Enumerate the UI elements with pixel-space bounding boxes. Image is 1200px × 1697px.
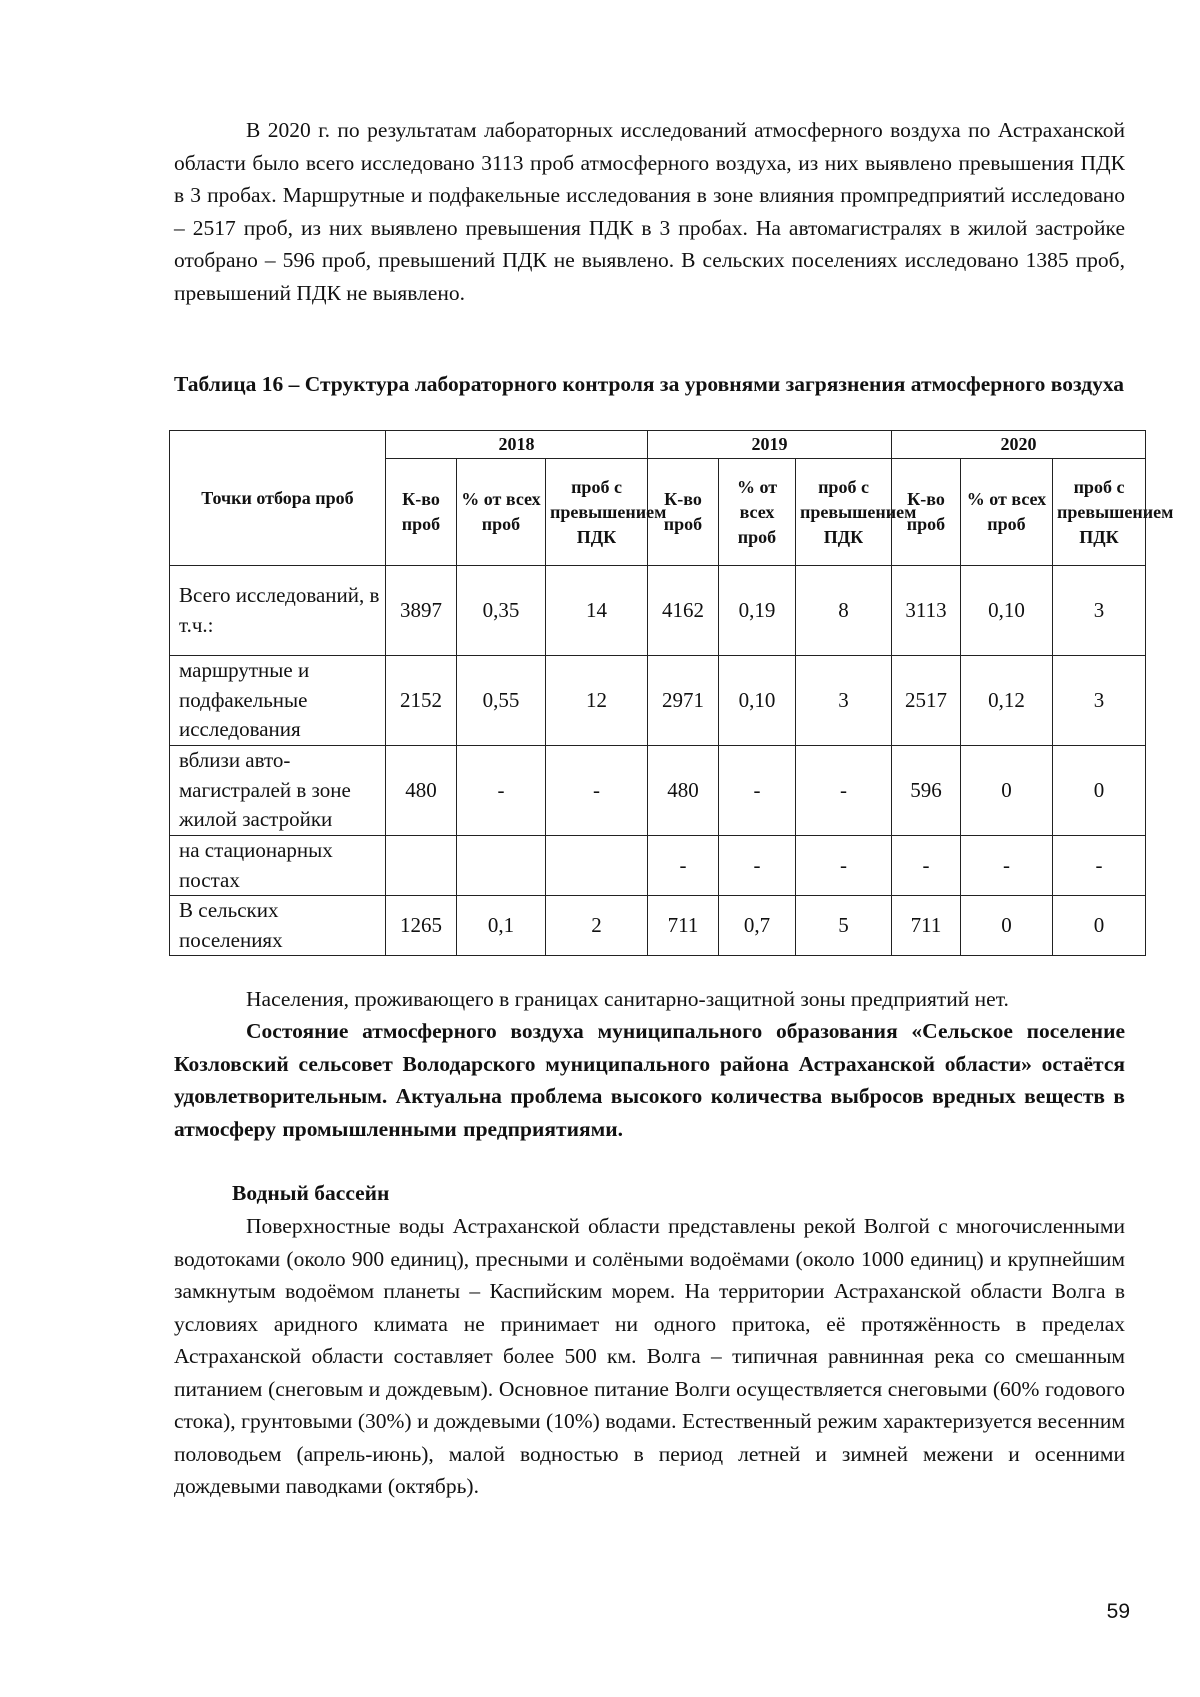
table-cell: 0,7 xyxy=(719,896,796,956)
table-cell: 0,35 xyxy=(457,566,546,656)
population-note: Населения, проживающего в границах санитарно-защитной зоны предприятий нет. xyxy=(246,987,1009,1011)
table-cell: 2152 xyxy=(386,656,457,746)
table-cell: 3 xyxy=(1053,656,1146,746)
row-label: вблизи авто-магистралей в зоне жилой застройки xyxy=(170,746,386,836)
table-cell: 480 xyxy=(386,746,457,836)
table-cell: 0,1 xyxy=(457,896,546,956)
row-label: Всего исследований, в т.ч.: xyxy=(170,566,386,656)
table-cell: 2517 xyxy=(892,656,961,746)
year-header-2020: 2020 xyxy=(892,431,1146,459)
table-cell: - xyxy=(961,836,1053,896)
table-cell: 8 xyxy=(796,566,892,656)
table-cell: - xyxy=(719,746,796,836)
table-cell: 0,12 xyxy=(961,656,1053,746)
table-cell: - xyxy=(546,746,648,836)
table-cell: - xyxy=(892,836,961,896)
table-cell: 12 xyxy=(546,656,648,746)
table-cell: 0 xyxy=(961,896,1053,956)
count-header: К-во проб xyxy=(648,459,719,566)
table-cell: 5 xyxy=(796,896,892,956)
table-year-header-row xyxy=(170,431,1146,459)
air-monitoring-table xyxy=(169,430,1174,956)
page-number: 59 xyxy=(1106,1600,1130,1623)
table-cell: 3113 xyxy=(892,566,961,656)
table-cell: 0 xyxy=(961,746,1053,836)
table-caption: Таблица 16 – Структура лабораторного контроля за уровнями загрязнения атмосферного воздуха xyxy=(174,372,1125,396)
table-cell: 596 xyxy=(892,746,961,836)
table-cell: 4162 xyxy=(648,566,719,656)
table-row xyxy=(170,836,1146,896)
table-cell: - xyxy=(648,836,719,896)
table-cell: - xyxy=(796,836,892,896)
table-cell xyxy=(386,836,457,896)
table-cell: 0 xyxy=(1053,896,1146,956)
table-cell: 480 xyxy=(648,746,719,836)
sampling-points-header: Точки отбора проб xyxy=(170,431,386,566)
table-cell: 0,10 xyxy=(719,656,796,746)
table-row xyxy=(170,656,1146,746)
table-cell: 3897 xyxy=(386,566,457,656)
table-cell: 14 xyxy=(546,566,648,656)
table-cell: 711 xyxy=(648,896,719,956)
table-cell: 711 xyxy=(892,896,961,956)
table-cell: 0,55 xyxy=(457,656,546,746)
table-cell xyxy=(546,836,648,896)
table-cell: - xyxy=(1053,836,1146,896)
table-cell: - xyxy=(457,746,546,836)
row-label: маршрутные и подфакельные исследования xyxy=(170,656,386,746)
intro-paragraph: В 2020 г. по результатам лабораторных исследований атмосферного воздуха по Астраханской области было всего исследовано 3113 проб атмосферного воздуха, из них выявлено превышения ПДК в 3 пробах. Маршрутные и подфакельные исследования в зоне влияния промпредприятий исследовано – 2517 проб, из них выявлено превышения ПДК в 3 пробах. На автомагистралях в жилой застройке отобрано – 596 проб, превышений ПДК не выявлено. В сельских поселениях исследовано 1385 проб, превышений ПДК не выявлено. xyxy=(174,118,1125,305)
table-cell: 2971 xyxy=(648,656,719,746)
table-cell: 0 xyxy=(1053,746,1146,836)
table-row xyxy=(170,746,1146,836)
table-cell: 1265 xyxy=(386,896,457,956)
percent-header: % от всех проб xyxy=(961,459,1053,566)
air-quality-conclusion: Состояние атмосферного воздуха муниципального образования «Сельское поселение Козловский сельсовет Володарского муниципального района Астраханской области» остаётся удовлетворительным. Актуальна проблема высокого количества выбросов вредных веществ в атмосферу промышленными предприятиями. xyxy=(174,1019,1125,1141)
table-cell: 0,10 xyxy=(961,566,1053,656)
table-row xyxy=(170,566,1146,656)
count-header: К-во проб xyxy=(386,459,457,566)
row-label: на стационарных постах xyxy=(170,836,386,896)
year-header-2019: 2019 xyxy=(648,431,892,459)
percent-header: % от всех проб xyxy=(719,459,796,566)
table-row xyxy=(170,896,1146,956)
year-header-2018: 2018 xyxy=(386,431,648,459)
table-cell: - xyxy=(796,746,892,836)
table-cell: 0,19 xyxy=(719,566,796,656)
table-cell: 3 xyxy=(796,656,892,746)
exceed-header: проб с превышением ПДК xyxy=(796,459,892,566)
table-cell: - xyxy=(719,836,796,896)
table-cell: 2 xyxy=(546,896,648,956)
percent-header: % от всех проб xyxy=(457,459,546,566)
row-label: В сельских поселениях xyxy=(170,896,386,956)
exceed-header: проб с превышением ПДК xyxy=(1053,459,1146,566)
count-header: К-во проб xyxy=(892,459,961,566)
water-basin-paragraph: Поверхностные воды Астраханской области представлены рекой Волгой с многочисленными водотоками (около 900 единиц), пресными и солёными водоёмами (около 1000 единиц) и крупнейшим замкнутым водоёмом планеты – Каспийским морем. На территории Астраханской области Волга в условиях аридного климата не принимает ни одного притока, её протяжённость в пределах Астраханской области составляет более 500 км. Волга – типичная равнинная река со смешанным питанием (снеговым и дождевым). Основное питание Волги осуществляется снеговыми (60% годового стока), грунтовыми (30%) и дождевыми (10%) водами. Естественный режим характеризуется весенним половодьем (апрель-июнь), малой водностью в период летней и зимней межени и осенними дождевыми паводками (октябрь). xyxy=(174,1214,1125,1498)
exceed-header: проб с превышением ПДК xyxy=(546,459,648,566)
table-cell: 3 xyxy=(1053,566,1146,656)
section-heading: Водный бассейн xyxy=(232,1181,390,1205)
table-cell xyxy=(457,836,546,896)
